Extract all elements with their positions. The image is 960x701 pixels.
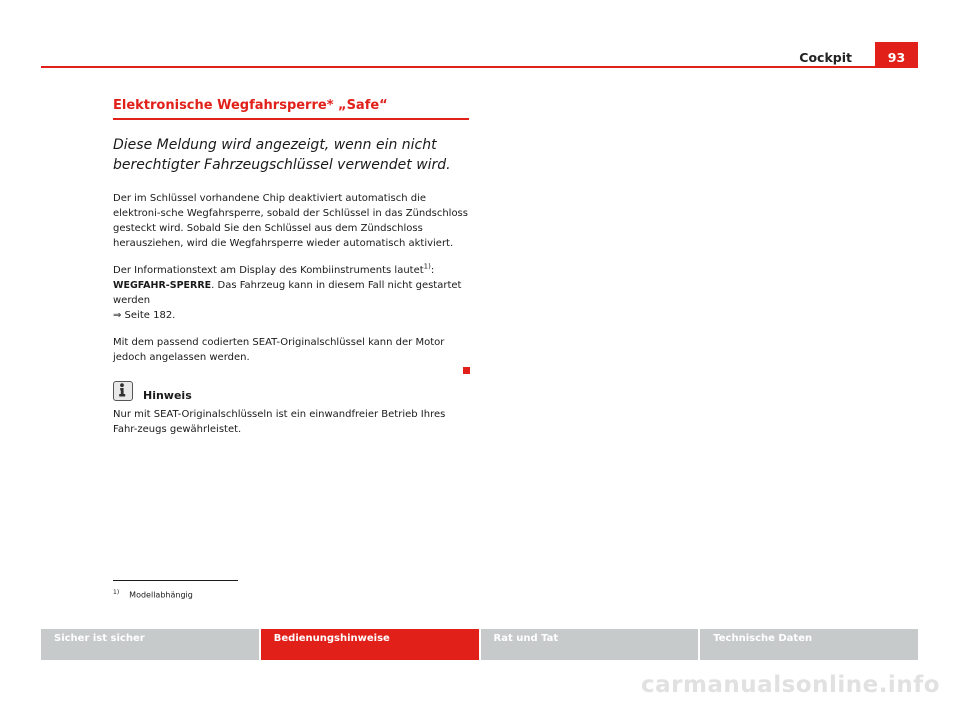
paragraph-2-text: Der Informationstext am Display des Kombiinstruments lautet [113, 265, 424, 276]
nav-tab-rat-und-tat[interactable]: Rat und Tat [481, 629, 699, 660]
display-message: WEGFAHR-SPERRE [113, 280, 212, 291]
footnote-reference[interactable]: 1) [423, 262, 431, 271]
page-reference-link[interactable]: ⇒ Seite 182. [113, 310, 176, 321]
section-end-marker [463, 367, 470, 374]
main-column [113, 98, 469, 437]
footnote-text: Modellabhängig [129, 590, 193, 600]
note-header [113, 381, 469, 407]
watermark: carmanualsonline.info [640, 672, 940, 698]
paragraph-2 [113, 263, 469, 323]
paragraph-3: Mit dem passend codierten SEAT-Originalschlüssel kann der Motor jedoch angelassen werden. [113, 337, 445, 363]
header-rule [41, 66, 918, 68]
page-number-box [875, 42, 918, 68]
nav-tab-sicher-ist-sicher[interactable]: Sicher ist sicher [41, 629, 259, 660]
nav-tab-bedienungshinweise[interactable]: Bedienungshinweise [261, 629, 479, 660]
paragraph-2-colon: : [430, 265, 435, 276]
note-label: Hinweis [143, 389, 192, 402]
note-text: Nur mit SEAT-Originalschlüsseln ist ein einwandfreier Betrieb Ihres Fahr-zeugs gewährleistet. [113, 409, 446, 435]
lead-text: Diese Meldung wird angezeigt, wenn ein nicht berechtigter Fahrzeugschlüssel verwendet wird. [113, 137, 451, 173]
page-number: 93 [887, 50, 906, 65]
info-hand-icon [113, 381, 133, 401]
chapter-nav [41, 629, 918, 660]
paragraph-1: Der im Schlüssel vorhandene Chip deaktiviert automatisch die elektroni-sche Wegfahrsperre, sobald der Schlüssel in das Zündschloss gesteckt wird. Sobald Sie den Schlüssel aus dem Zündschloss herausziehen, wird die Wegfahrsperre wieder automatisch aktiviert. [113, 193, 468, 249]
footnote [113, 589, 193, 600]
paragraph-2-rest: . Das Fahrzeug kann in diesem Fall nicht gestartet werden [113, 280, 462, 306]
chapter-title: Cockpit [799, 50, 852, 65]
footnote-rule [113, 580, 238, 581]
nav-tab-technische-daten[interactable]: Technische Daten [700, 629, 918, 660]
footnote-mark: 1) [113, 589, 120, 596]
section-title: Elektronische Wegfahrsperre* „Safe“ [113, 98, 469, 120]
